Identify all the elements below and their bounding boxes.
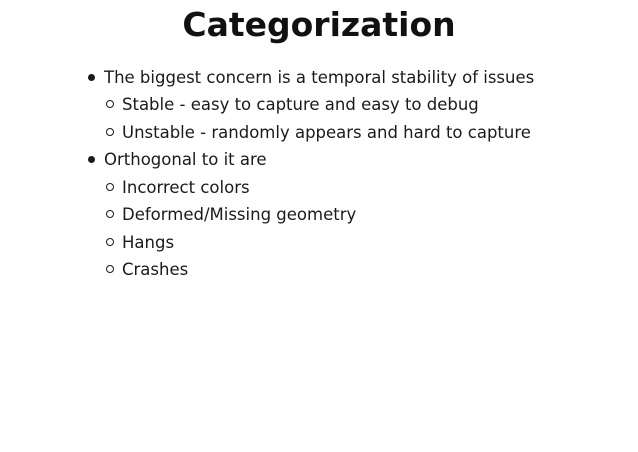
hollow-bullet-icon — [106, 100, 114, 108]
list-subitem — [122, 91, 479, 118]
hollow-bullet-icon — [106, 210, 114, 218]
list-subitem — [122, 256, 188, 283]
list-subitem-text: Hangs — [122, 233, 175, 252]
list-subitem-text: Incorrect colors — [122, 178, 250, 197]
list-item-text: Orthogonal to it are — [104, 150, 267, 169]
filled-bullet-icon — [88, 74, 95, 81]
list-item — [104, 64, 534, 91]
list-item — [104, 146, 267, 173]
list-subitem — [122, 119, 531, 146]
list-subitem-text: Deformed/Missing geometry — [122, 205, 357, 224]
list-subitem-text: Crashes — [122, 260, 189, 279]
hollow-bullet-icon — [106, 238, 114, 246]
list-subitem-text: Unstable - randomly appears and hard to capture — [122, 123, 531, 142]
list-subitem-text: Stable - easy to capture and easy to debug — [122, 95, 479, 114]
list-subitem — [122, 174, 250, 201]
hollow-bullet-icon — [106, 183, 114, 191]
slide-title: Categorization — [182, 5, 456, 44]
hollow-bullet-icon — [106, 265, 114, 273]
list-item-text: The biggest concern is a temporal stability of issues — [104, 68, 535, 87]
filled-bullet-icon — [88, 156, 95, 163]
list-subitem — [122, 229, 174, 256]
hollow-bullet-icon — [106, 128, 114, 136]
list-subitem — [122, 201, 356, 228]
